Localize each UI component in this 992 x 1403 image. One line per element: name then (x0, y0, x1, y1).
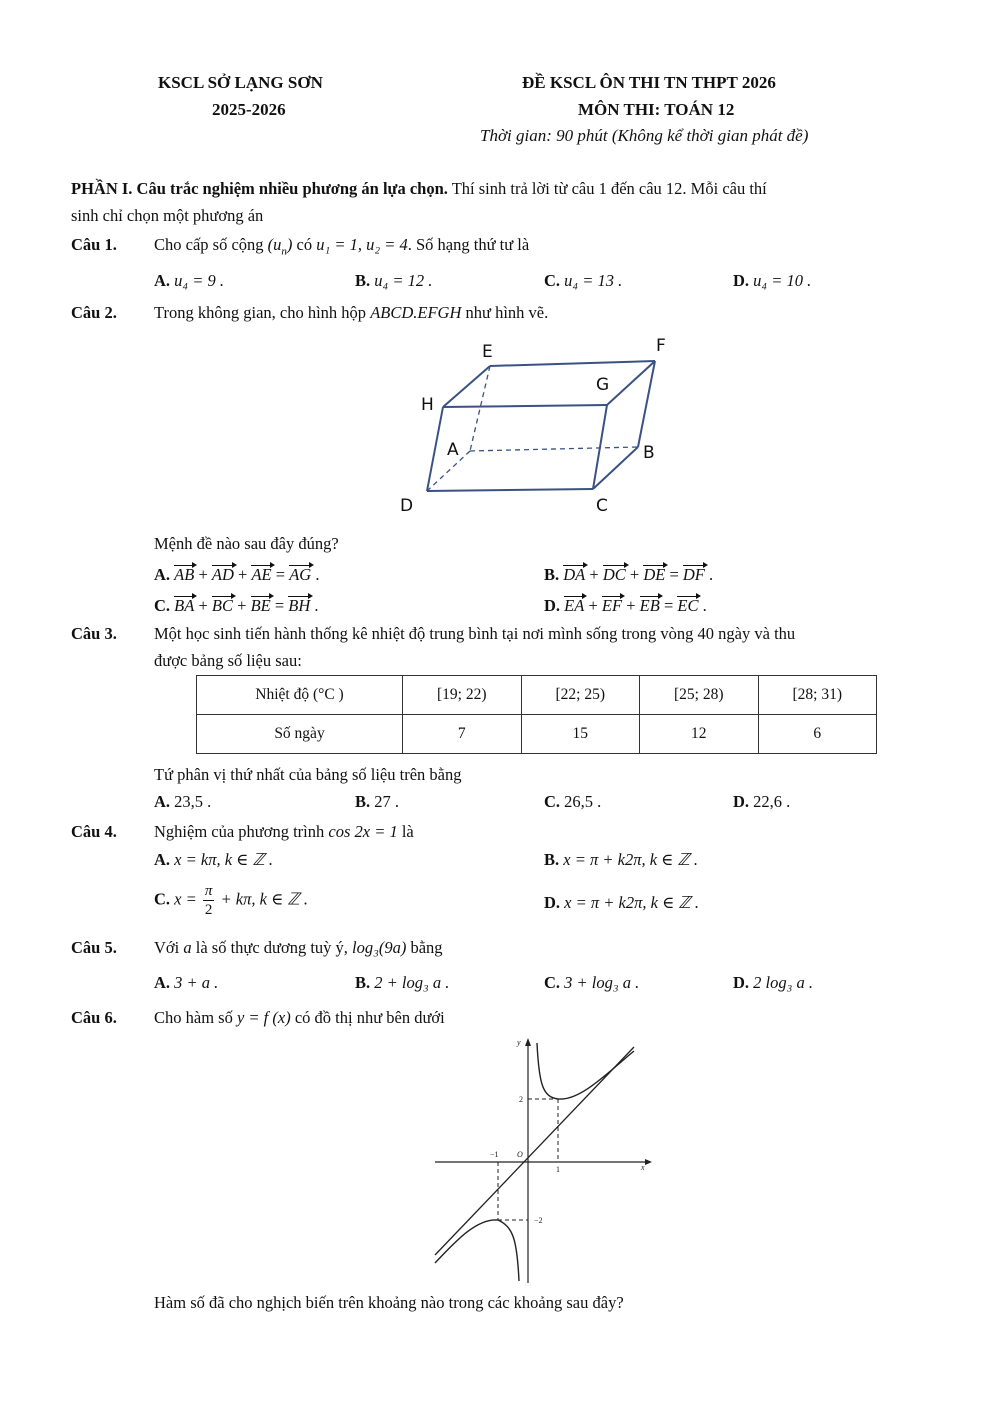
label-origin: O (517, 1150, 523, 1159)
q5-option-a[interactable]: A. 3 + a . (154, 973, 219, 992)
q1-seq: $(u_n)$ (267, 235, 293, 258)
label-2: 2 (519, 1095, 523, 1104)
table-cell: [28; 31) (758, 676, 877, 715)
school-year: 2025-2026 (212, 100, 286, 119)
q5-stem: Với a là số thực dương tuỳ ý, log₃(9a) bằng (154, 938, 443, 957)
label-neg2: −2 (534, 1216, 543, 1225)
school-name: KSCL SỞ LẠNG SƠN (158, 73, 323, 92)
edge-EA-hidden (470, 366, 490, 451)
label-neg1: −1 (490, 1150, 499, 1159)
q4-stem: Nghiệm của phương trình cos 2x = 1 là (154, 822, 414, 841)
edge-DC (427, 489, 593, 491)
q3-stem-a: Một học sinh tiến hành thống kê nhiệt độ trung bình tại nơi mình sống trong vòng 40 ngày và thu (154, 624, 796, 643)
label-G: G (596, 375, 610, 395)
exam-duration: Thời gian: 90 phút (Không kể thời gian phát đề) (480, 126, 809, 145)
table-cell: 12 (640, 715, 759, 754)
label-H: H (421, 395, 434, 415)
table-cell: 7 (403, 715, 522, 754)
q5-label: Câu 5. (71, 938, 117, 957)
x-axis-arrow-icon (645, 1159, 652, 1165)
q4-option-c[interactable]: C. x = $\frac{\pi}{2}$ + kπ, k ∈ ℤ . (154, 883, 308, 918)
q1-option-b[interactable]: B. u₄ = 12 . (355, 271, 433, 290)
q6-label: Câu 6. (71, 1008, 117, 1027)
part-instr-a: Thí sinh trả lời từ câu 1 đến câu 12. Mỗi câu thí (447, 179, 767, 198)
edge-GC (593, 405, 607, 489)
q3-option-c[interactable]: C. 26,5 . (544, 792, 602, 811)
q3-question: Tứ phân vị thứ nhất của bảng số liệu trên bằng (154, 765, 462, 784)
exam-title: ĐỀ KSCL ÔN THI TN THPT 2026 (522, 73, 776, 92)
y-axis-arrow-icon (525, 1038, 531, 1046)
part-instr-b: sinh chỉ chọn một phương án (71, 206, 264, 225)
label-E: E (482, 342, 493, 362)
table-cell: [19; 22) (403, 676, 522, 715)
q1-option-d[interactable]: D. u₄ = 10 . (733, 271, 812, 290)
q2-option-d[interactable]: D. EA + EF + EB = EC . (544, 596, 707, 615)
q2-option-b[interactable]: B. DA + DC + DE = DF . (544, 565, 714, 584)
table-head-days: Số ngày (197, 715, 403, 754)
q3-option-d[interactable]: D. 22,6 . (733, 792, 791, 811)
edge-EF (490, 361, 655, 366)
label-C: C (596, 496, 608, 516)
table-row (197, 715, 877, 754)
table-cell: [25; 28) (640, 676, 759, 715)
q4-label: Câu 4. (71, 822, 117, 841)
q1-given: u₁ = 1, u₂ = 4 (316, 235, 408, 254)
q5-option-c[interactable]: C. 3 + log₃ a . (544, 973, 640, 992)
table-cell: 6 (758, 715, 877, 754)
label-1: 1 (556, 1165, 560, 1174)
q1-option-c[interactable]: C. u₄ = 13 . (544, 271, 623, 290)
q1-label: Câu 1. (71, 235, 117, 254)
q1-text-b: có (292, 235, 317, 254)
q2-stem: Trong không gian, cho hình hộp ABCD.EFGH như hình vẽ. (154, 303, 549, 322)
edge-AB-hidden (470, 447, 638, 451)
q2-option-a[interactable]: A. AB + AD + AE = AG . (154, 565, 320, 584)
part-instructions (71, 179, 767, 199)
exam-subject: MÔN THI: TOÁN 12 (578, 100, 735, 119)
q2-shape: ABCD.EFGH (370, 303, 462, 322)
q2-label: Câu 2. (71, 303, 117, 322)
edge-HG (443, 405, 607, 407)
graph-branch-left (435, 1220, 519, 1281)
part-title: PHẦN I. Câu trắc nghiệm nhiều phương án lựa chọn. (71, 179, 448, 198)
q4-equation: cos 2x = 1 (328, 822, 398, 841)
q4-option-b[interactable]: B. x = π + k2π, k ∈ ℤ . (544, 850, 699, 869)
label-A: A (447, 440, 459, 460)
q1-stem (154, 235, 529, 257)
q1-text-a: Cho cấp số cộng (154, 235, 268, 254)
label-D: D (400, 496, 414, 516)
q3-option-a[interactable]: A. 23,5 . (154, 792, 212, 811)
q6-question: Hàm số đã cho nghịch biến trên khoảng nào trong các khoảng sau đây? (154, 1293, 624, 1312)
q4-option-a[interactable]: A. x = kπ, k ∈ ℤ . (154, 850, 274, 869)
label-y: y (517, 1038, 521, 1047)
q6-stem: Cho hàm số y = f (x) có đồ thị như bên dưới (154, 1008, 445, 1027)
q2-option-c[interactable]: C. BA + BC + BE = BH . (154, 596, 319, 615)
graph-branch-right (537, 1043, 634, 1099)
q3-label: Câu 3. (71, 624, 117, 643)
table-cell: 15 (521, 715, 640, 754)
function-graph (430, 1035, 660, 1285)
q1-option-a[interactable]: A. u₄ = 9 . (154, 271, 225, 290)
parallelepiped-figure (390, 330, 690, 520)
q6-func: y = f (x) (236, 1008, 291, 1027)
q2-question: Mệnh đề nào sau đây đúng? (154, 534, 339, 553)
label-F: F (656, 336, 666, 356)
q4-option-d[interactable]: D. x = π + k2π, k ∈ ℤ . (544, 893, 699, 912)
q5-expr: log₃(9a) (352, 938, 407, 957)
table-cell: [22; 25) (521, 676, 640, 715)
pi-over-2-fraction: $\frac{\pi}{2}$ (204, 883, 213, 918)
label-x: x (641, 1163, 645, 1172)
q3-option-b[interactable]: B. 27 . (355, 792, 400, 811)
q5-option-d[interactable]: D. 2 log₃ a . (733, 973, 813, 992)
q5-option-b[interactable]: B. 2 + log₃ a . (355, 973, 450, 992)
q3-stem-b: được bảng số liệu sau: (154, 651, 302, 670)
edge-HE (443, 366, 490, 407)
table-head-temp: Nhiệt độ (°C ) (197, 676, 403, 715)
q1-text-c: . Số hạng thứ tư là (407, 235, 530, 254)
frequency-table (196, 675, 877, 754)
label-B: B (643, 443, 655, 463)
table-row (197, 676, 877, 715)
